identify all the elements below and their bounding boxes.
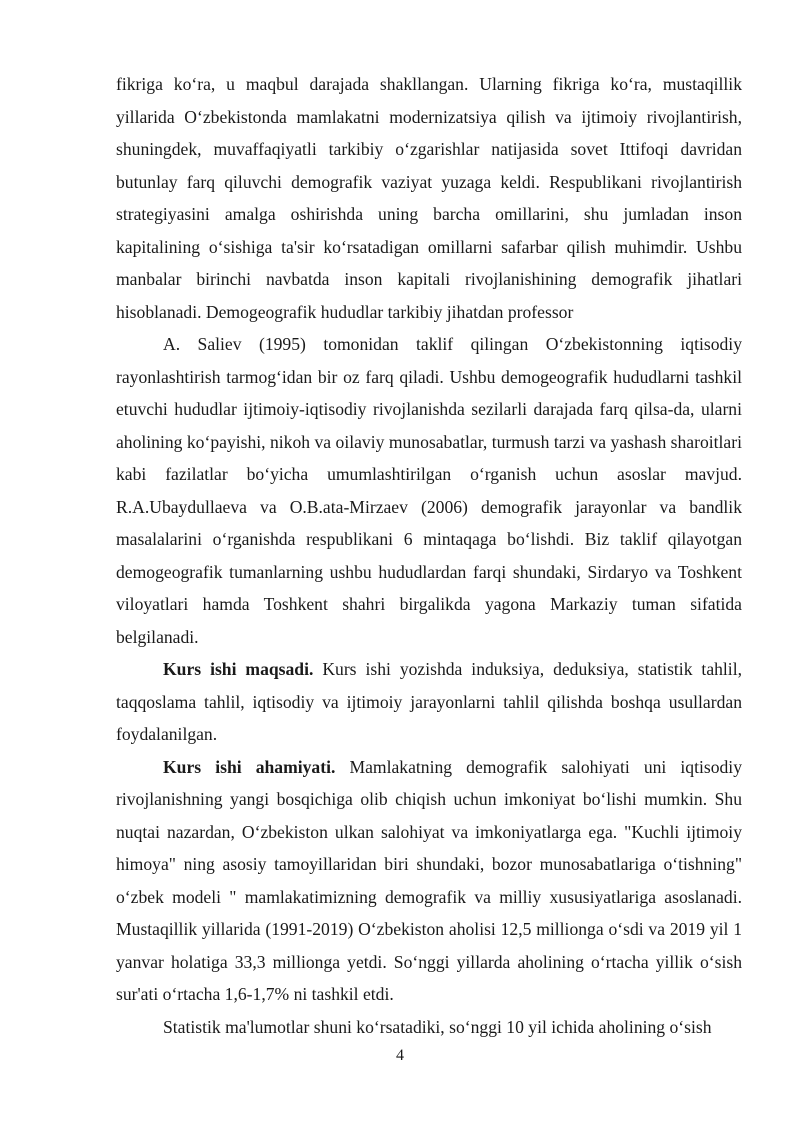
paragraph-text: Statistik ma'lumotlar shuni ko‘rsatadiki, so‘nggi 10 yil ichida aholining o‘sish [163,1016,712,1037]
document-page [116,68,742,1043]
page-number: 4 [396,1047,404,1064]
paragraph-text: fikriga ko‘ra, u maqbul darajada shakllangan. Ularning fikriga ko‘ra, mustaqillik yillarida O‘zbekistonda mamlakatni modernizatsiya qilish va ijtimoiy rivojlantirish, shuningdek, muvaffaqiyatli tarkibiy o‘zgarishlar natijasida sovet Ittifoqi davridan butunlay farq qiluvchi demografik vaziyat yuzaga keldi. Respublikani rivojlantirish strategiyasini amalga oshirishda uning barcha omillarini, shu jumladan inson kapitalining o‘sishiga ta'sir ko‘rsatadigan omillarni safarbar qilish muhimdir. Ushbu manbalar birinchi navbatda inson kapitali rivojlanishining demografik jihatlari hisoblanadi. Demogeografik hududlar tarkibiy jihatdan professor [116,74,742,322]
paragraph-statistics [116,1011,742,1044]
paragraph-continuation [116,68,742,328]
paragraph-text: Kurs ishi yozishda induksiya, deduksiya, statistik tahlil, taqqoslama tahlil, iqtisodiy va ijtimoiy jarayonlarni tahlil qilishda boshqa usullardan foydalanilgan. [116,659,742,744]
paragraph-heading: Kurs ishi ahamiyati. [163,756,336,777]
paragraph-text: Mamlakatning demografik salohiyati uni iqtisodiy rivojlanishning yangi bosqichiga olib chiqish uchun imkoniyat bo‘lishi mumkin. Shu nuqtai nazardan, O‘zbekiston ulkan salohiyat va imkoniyatlarga ega. "Kuchli ijtimoiy himoya" ning asosiy tamoyillaridan biri shundaki, bozor munosabatlariga o‘tishning" o‘zbek modeli " mamlakatimizning demografik va milliy xususiyatlariga asoslanadi. Mustaqillik yillarida (1991-2019) O‘zbekiston aholisi 12,5 millionga o‘sdi va 2019 yil 1 yanvar holatiga 33,3 millionga yetdi. So‘nggi yillarda aholining o‘rtacha yillik o‘sish sur'ati o‘rtacha 1,6-1,7% ni tashkil etdi. [116,756,742,1004]
paragraph-heading: Kurs ishi maqsadi. [163,659,314,679]
paragraph-course-importance [116,751,742,1011]
paragraph-regionalization [116,328,742,653]
paragraph-text: A. Saliev (1995) tomonidan taklif qilingan O‘zbekistonning iqtisodiy rayonlashtirish tarmog‘idan bir oz farq qiladi. Ushbu demogeografik hududlarni tashkil etuvchi hududlar ijtimoiy-iqtisodiy rivojlanishda sezilarli darajada farq qilsa-da, ularni aholining ko‘payishi, nikoh va oilaviy munosabatlar, turmush tarzi va yashash sharoitlari kabi fazilatlar bo‘yicha umumlashtirilgan o‘rganish uchun asoslar mavjud. R.A.Ubaydullaeva va O.B.ata-Mirzaev (2006) demografik jarayonlar va bandlik masalalarini o‘rganishda respublikani 6 mintaqaga bo‘lishdi. Biz taklif qilayotgan demogeografik tumanlarning ushbu hududlardan farqi shundaki, Sirdaryo va Toshkent viloyatlari hamda Toshkent shahri birgalikda yagona Markaziy tuman sifatida belgilanadi. [116,334,742,647]
paragraph-course-goal [116,653,742,751]
